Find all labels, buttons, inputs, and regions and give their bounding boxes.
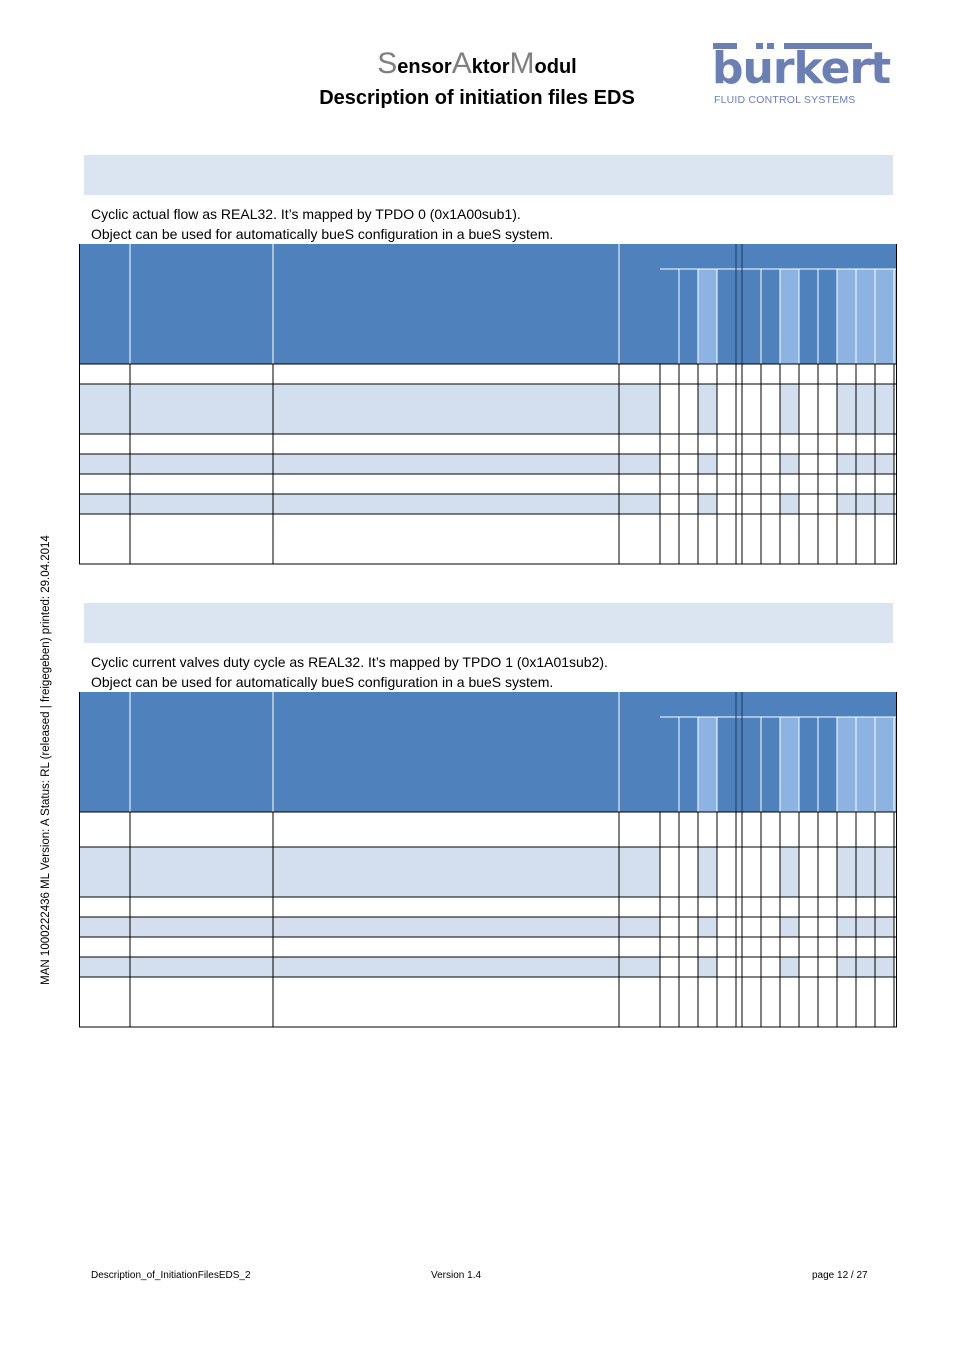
row-fill — [79, 847, 660, 897]
section-header-band — [84, 155, 893, 195]
row-fill — [698, 977, 717, 1027]
object-table — [79, 244, 897, 565]
row-fill — [875, 957, 894, 977]
header-bit-cell — [698, 269, 717, 364]
row-fill — [698, 494, 717, 514]
row-fill — [79, 454, 660, 474]
row-fill — [698, 917, 717, 937]
row-fill — [780, 494, 799, 514]
table-header — [79, 244, 897, 364]
row-fill — [79, 384, 660, 434]
row-fill — [79, 957, 660, 977]
row-fill — [698, 514, 717, 564]
burkert-logo — [712, 42, 891, 108]
table-grid — [79, 244, 897, 565]
row-fill — [698, 957, 717, 977]
title-part: M — [509, 47, 535, 80]
header-bit-cell — [780, 717, 799, 812]
document-title — [300, 48, 654, 83]
footer-filename: Description_of_InitiationFilesEDS_2 — [91, 1270, 251, 1281]
title-part: S — [377, 47, 398, 80]
row-fill — [79, 494, 660, 514]
section-description: Cyclic actual flow as REAL32. It’s mapped by TPDO 0 (0x1A00sub1). — [91, 206, 521, 222]
row-fill — [698, 937, 717, 957]
section-description: Object can be used for automatically bueS configuration in a bueS system. — [91, 226, 554, 242]
footer-version: Version 1.4 — [431, 1270, 482, 1281]
row-fill — [780, 957, 799, 977]
side-print-note: MAN 1000222436 ML Version: A Status: RL (released | freigegeben) printed: 29.04.2014 — [40, 535, 52, 985]
header-bit-cell — [780, 269, 799, 364]
title-part: A — [451, 47, 472, 80]
row-fill — [875, 847, 894, 897]
row-fill — [875, 917, 894, 937]
row-fill — [780, 384, 799, 434]
row-fill — [698, 364, 717, 384]
object-table — [79, 692, 897, 1028]
footer-page-number: page 12 / 27 — [812, 1270, 868, 1281]
section-description: Object can be used for automatically bueS configuration in a bueS system. — [91, 674, 554, 690]
logo-tagline: FLUID CONTROL SYSTEMS — [714, 94, 856, 106]
row-fill — [698, 384, 717, 434]
row-fill — [698, 812, 717, 847]
row-fill — [698, 897, 717, 917]
row-fill — [875, 384, 894, 434]
row-fill — [780, 847, 799, 897]
title-part: ktor — [471, 56, 510, 78]
logo-wordmark: burkert — [712, 43, 891, 94]
row-fill — [780, 454, 799, 474]
row-fill — [79, 917, 660, 937]
row-fill — [698, 847, 717, 897]
row-fill — [780, 917, 799, 937]
row-fill — [875, 454, 894, 474]
row-fill — [698, 454, 717, 474]
header-bit-cell — [698, 717, 717, 812]
table-grid — [79, 692, 897, 1028]
title-part: odul — [534, 56, 577, 78]
row-fill — [875, 494, 894, 514]
section-description: Cyclic current valves duty cycle as REAL32. It’s mapped by TPDO 1 (0x1A01sub2). — [91, 654, 608, 670]
section-header-band — [84, 603, 893, 643]
document-subtitle: Description of initiation files EDS — [319, 87, 635, 109]
document-header — [300, 48, 654, 113]
row-fill — [698, 434, 717, 454]
table-header — [79, 692, 897, 812]
title-part: ensor — [397, 56, 452, 78]
row-fill — [698, 474, 717, 494]
